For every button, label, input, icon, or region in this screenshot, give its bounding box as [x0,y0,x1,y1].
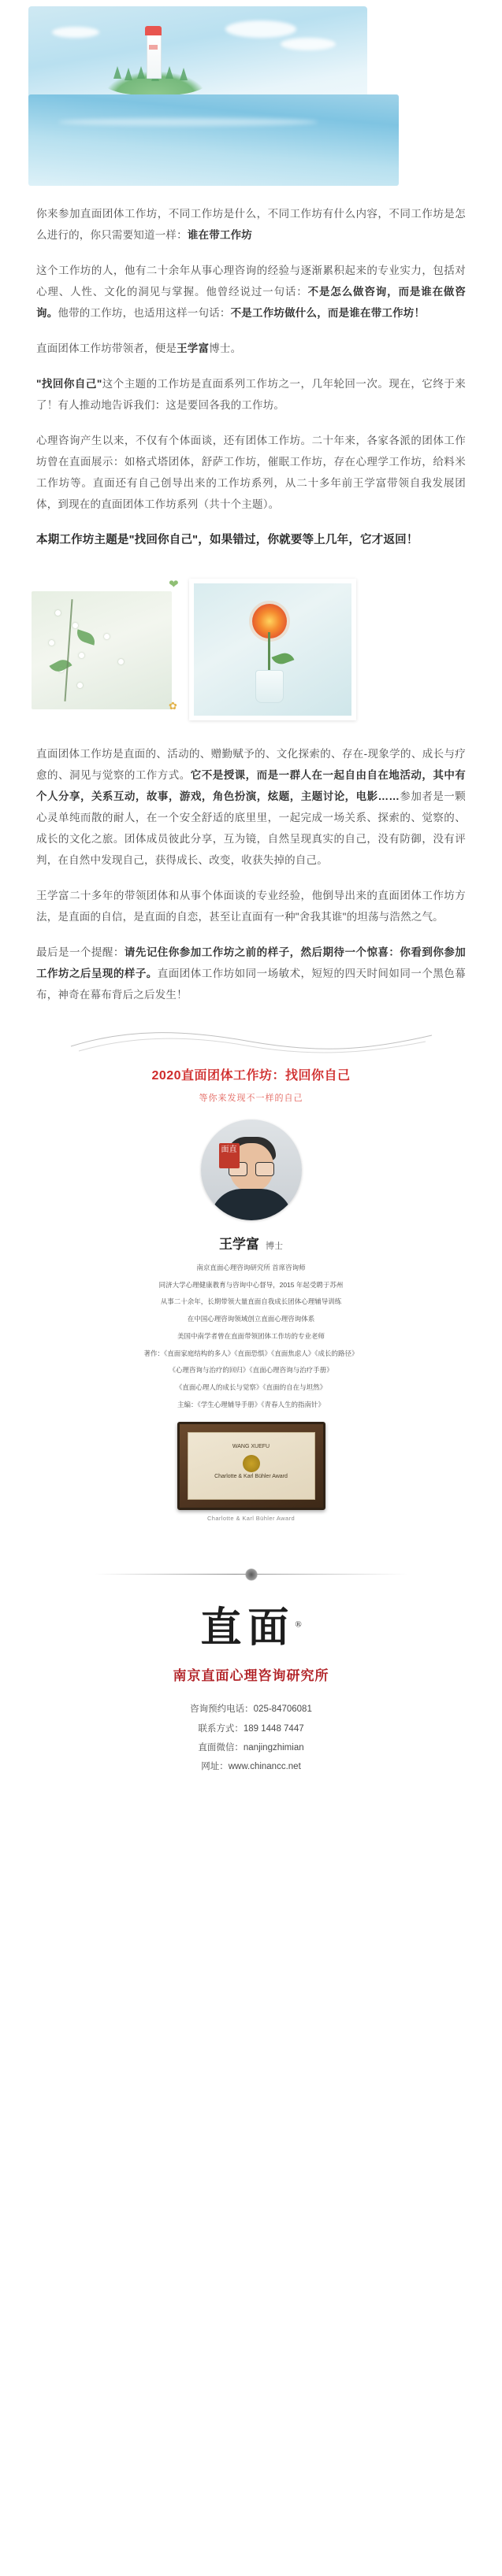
speaker-name [0,1233,502,1253]
poster-title: 2020直面团体工作坊：找回你自己 [151,1069,351,1083]
gerbera-photo [189,579,356,720]
bio-line: 南京直面心理咨询研究所 首席咨询师 [196,1264,306,1271]
bio-line: 主编：《学生心理辅导手册》《青春人生的指南针》 [177,1400,325,1408]
plaque-caption: Charlotte & Karl Bühler Award [206,1515,296,1523]
cloud-icon [52,27,99,38]
paragraph-theme-highlight: 本期工作坊主题是"找回你自己"，如果错过，你就要等上几年，它才返回！ [36,534,418,546]
paragraph-leader-strength: 这个工作坊的人，他有二十余年从事心理咨询的经验与逐渐累积起来的专业实力，包括对心理、人性、文化的洞见与掌握。他曾经说过一句话：不是怎么做咨询，而是谁在做咨询。他带的工作坊，也适用这样一句话：不是工作坊做什么，而是谁在带工作坊！ [36,265,466,319]
contact-info [86,1700,417,1776]
speaker-bio [86,1262,417,1411]
bio-line: 在中国心理咨询领域创立直面心理咨询体系 [187,1315,315,1323]
bio-line: 美国中南学者曾在直面带领团体工作坊的专业老师 [177,1331,325,1340]
paragraph-intro: 你来参加直面团体工作坊，不同工作坊是什么，不同工作坊有什么内容，不同工作坊是怎么进行的，你只需要知道一样：谁在带工作坊 [36,208,466,241]
heart-icon: ❤ [169,578,179,591]
speaker-avatar [201,1120,302,1220]
flower-image-block [0,574,502,743]
bio-line: 同济大学心理健康教育与咨询中心督导，2015 年起受聘于苏州 [158,1280,344,1289]
torso-shape [210,1189,292,1220]
plaque-seal-icon [243,1455,260,1472]
cloud-icon [281,38,336,50]
paragraph-theme-cycle: "找回你自己"这个主题的工作坊是直面系列工作坊之一，几年轮回一次。现在，它终于来了！有人推动地告诉我们：这是要回各我的工作坊。 [36,378,467,411]
paragraph-history: 心理咨询产生以来，不仅有个体面谈，还有团体工作坊。二十年来，各家各派的团体工作坊曾在直面展示：如格式塔团体，舒萨工作坊，催眠工作坊，存在心理学工作坊，给料米工作坊等。直面还有自己创导出来的工作坊系列，从二十多年前王学富带领自我发展团体，到现在的直面团体工作坊系列（共十个主题）。 [36,435,466,510]
brand-logo [0,1594,502,1653]
sea-layer [28,94,399,186]
poster-subtitle: 等你来发现不一样的自己 [199,1094,303,1103]
lighthouse-icon [147,33,162,79]
organization-name: 南京直面心理咨询研究所 [173,1668,329,1684]
contact-wechat: 直面微信：nanjingzhimian [198,1742,304,1752]
stem-shape [268,632,270,673]
hero-illustration [28,6,399,186]
registered-mark: ® [295,1620,302,1630]
blossom-photo [32,591,172,709]
plaque-face [188,1432,315,1500]
plaque-line-2: Charlotte & Karl Bühler Award [214,1474,288,1480]
paragraph-experience: 王学富二十多年的带领团体和从事个体面谈的专业经验，他倒导出来的直面团体工作坊方法，是直面的自信，是直面的自恋，甚至让直面有一种"舍我其谁"的坦荡与浩然之气。 [36,890,466,923]
award-plaque [177,1422,325,1510]
hero-image [0,0,502,189]
speaker-name-text: 王学富 [219,1237,259,1252]
divider-dot-icon [245,1568,258,1581]
contact-phone: 咨询预约电话：025-84706081 [190,1704,312,1715]
logo-badge: 面直 [219,1143,240,1168]
wave-divider [0,1026,502,1054]
bio-line: 从事二十余年，长期带领大量直面自我成长团体心理辅导训练 [160,1297,342,1306]
speaker-degree: 博士 [266,1242,283,1251]
poster-card [0,1054,502,1539]
paragraph-method: 直面团体工作坊是直面的、活动的、赠勤赋予的、文化探索的、存在-现象学的、成长与疗愈的、洞见与觉察的工作方式。它不是授课，而是一群人在一起自由自在地活动，其中有个人分享，关系互动，故事，游戏，角色扮演，炫题，主题讨论，电影……参加者是一颗心灵单纯而散的耐人，在一个安全舒适的底里里，一起完成一场关系、探索的、觉察的、成长的文化之旅。团体成员彼此分享，互为镜，自然呈现真实的自己，没有防御，没有评判，在自然中发现自己，获得成长、改变，收获失掉的自己。 [36,748,466,866]
bio-line: 《直面心理人的成长与觉察》《直面的自在与坦然》 [175,1383,327,1392]
paragraph-reminder: 最后是一个提醒：请先记住你参加工作坊之前的样子，然后期待一个惊喜：你看到你参加工作坊之后呈现的样子。直面团体工作坊如同一场敏术，短短的四天时间如同一个黑色幕布，神奇在幕布背后之后发生！ [36,946,466,1001]
bio-line: 《心理咨询与治疗的回归》《直面心理咨询与治疗手册》 [169,1366,333,1375]
leaf-icon [75,629,98,645]
brand-logo-text: 直面 [200,1606,296,1652]
contact-mobile: 联系方式：189 1448 7447 [198,1723,304,1734]
cloud-icon [225,20,296,38]
vase-shape [255,670,284,703]
paragraph-leader-name: 直面团体工作坊带领者，便是王学富博士。 [36,342,242,354]
leaf-icon [272,650,295,667]
contact-website: 网址：www.chinancc.net [201,1761,301,1771]
footer-divider [0,1558,502,1590]
bio-line: 著作：《直面家庭结构的多人》《直面恐惧》《直面焦虑人》《成长的路径》 [143,1349,359,1357]
plaque-line-1: WANG XUEFU [232,1444,270,1450]
sparkle-icon: ✿ [169,700,177,712]
